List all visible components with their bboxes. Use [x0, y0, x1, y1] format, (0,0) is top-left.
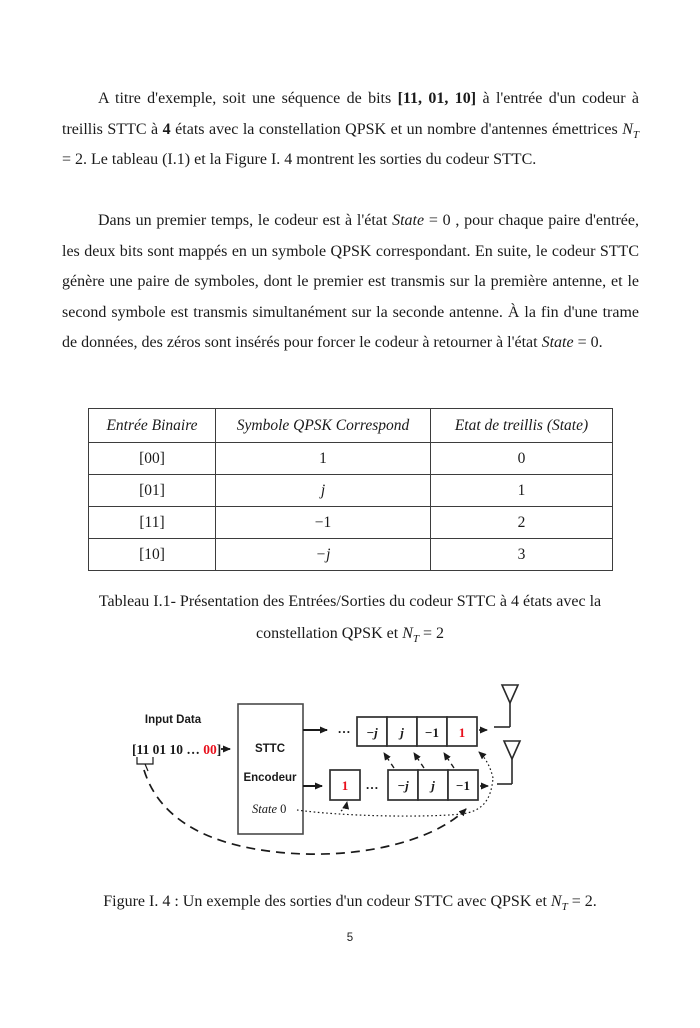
- bottom-cell-value: −j: [397, 778, 409, 793]
- cell-symbol: 1: [216, 443, 431, 475]
- input-sequence-prefix: [11 01 10 …: [132, 742, 204, 757]
- cell-input: [11]: [89, 507, 216, 539]
- state-feedback-arrow-top-cell: [479, 752, 493, 778]
- table-caption: [0, 586, 700, 650]
- p2-state-var-2: State: [541, 334, 574, 352]
- p1-nt-value: = 2: [62, 151, 84, 169]
- state-feedback-arrow-bottom-cell: [341, 802, 347, 811]
- page-number: 5: [346, 932, 354, 944]
- top-cell-value-red: 1: [458, 725, 466, 740]
- table-row: [89, 475, 613, 507]
- state-label: [252, 802, 286, 816]
- input-sequence: [132, 742, 221, 757]
- io-table: [88, 408, 613, 571]
- p1-run-4: . Le tableau (I.1) et la Figure I. 4 montrent les sorties du codeur STTC.: [83, 151, 537, 169]
- input-sequence-tail-bits: 00: [203, 742, 217, 757]
- paragraph-1: [62, 84, 639, 176]
- p1-states-count: 4: [162, 120, 171, 138]
- cell-symbol: j: [216, 475, 431, 507]
- pair-brace: [137, 757, 153, 771]
- p1-run-1: A titre d'exemple, soit une séquence de bits: [98, 90, 398, 107]
- cell-symbol: −j: [216, 539, 431, 571]
- bottom-ellipsis: …: [365, 777, 379, 792]
- table-row: [89, 507, 613, 539]
- figure-caption-nt: N: [550, 893, 562, 910]
- top-cell-value: j: [400, 725, 404, 740]
- cell-state: 2: [431, 507, 613, 539]
- figure-caption-eq: = 2.: [567, 893, 597, 910]
- bottom-cell-value: −1: [456, 778, 470, 793]
- p2-run-1: Dans un premier temps, le codeur est à l'état: [98, 212, 393, 229]
- table-row: [89, 539, 613, 571]
- p2-state-var-1: State: [392, 212, 425, 229]
- table-caption-eq: = 2: [418, 625, 445, 642]
- paragraph-2: [62, 206, 639, 359]
- col-header-etat-treillis: Etat de treillis (State): [431, 409, 613, 443]
- figure-caption-text: Figure I. 4 : Un exemple des sorties d'un codeur STTC avec QPSK et: [103, 893, 551, 910]
- encoder-label-line2: Encodeur: [243, 772, 297, 784]
- antenna1-icon: [494, 685, 518, 727]
- top-cell-value: −j: [366, 725, 378, 740]
- top-register: [357, 717, 477, 746]
- col-header-symbole-qpsk: Symbole QPSK Correspond: [216, 409, 431, 443]
- table-caption-line-1: Tableau I.1- Présentation des Entrées/Sorties du codeur STTC à 4 états avec la: [98, 593, 602, 610]
- col-header-entree-binaire: Entrée Binaire: [89, 409, 216, 443]
- top-ellipsis: …: [337, 721, 351, 736]
- encoder-label-line1: STTC: [254, 743, 286, 755]
- p2-run-2: , pour chaque paire d'entrée, les deux bits sont mappés en un symbole QPSK correspondant. En suite, le codeur STTC génère une paire de symboles, dont le premier est transmis sur la première antenne, et le second symbole est transmis simultanément sur la seconde antenne. À la fin d'une trame de données, des zéros sont insérés pour forcer le codeur à retourner à l'état: [62, 212, 639, 352]
- cell-symbol: −1: [216, 507, 431, 539]
- input-sequence-close: ]: [216, 742, 222, 757]
- top-cell-value: −1: [425, 725, 439, 740]
- shift-arrow: [414, 753, 424, 768]
- cell-input: [01]: [89, 475, 216, 507]
- cell-state: 1: [431, 475, 613, 507]
- figure-sttc-encoder-diagram: [0, 676, 700, 871]
- p1-nt-symbol: N: [622, 120, 633, 138]
- table-caption-line-2: [0, 618, 700, 650]
- state-value: 0: [277, 802, 287, 816]
- table-caption-line2-text: constellation QPSK et: [255, 625, 403, 642]
- p1-bits-sequence: [11, 01, 10]: [397, 90, 477, 107]
- table-header-row: [89, 409, 613, 443]
- state-word: State: [252, 802, 277, 816]
- input-data-label: Input Data: [144, 714, 202, 726]
- table-caption-nt-sub: T: [412, 633, 419, 646]
- table-1-wrapper: [88, 408, 613, 571]
- cell-input: [00]: [89, 443, 216, 475]
- cell-state: 3: [431, 539, 613, 571]
- p1-nt-subscript: T: [632, 128, 639, 141]
- bottom-cell-value: j: [431, 778, 435, 793]
- figure-caption-nt-sub: T: [561, 901, 568, 914]
- shift-arrow: [384, 753, 394, 768]
- cell-state: 0: [431, 443, 613, 475]
- p2-eq-1: = 0: [424, 212, 451, 229]
- p2-eq-2: = 0.: [573, 334, 603, 352]
- shift-arrow: [444, 753, 454, 768]
- p1-run-3: états avec la constellation QPSK et un nombre d'antennes émettrices: [170, 120, 623, 138]
- antenna2-icon: [497, 741, 520, 784]
- bottom-first-cell-value: 1: [341, 778, 349, 793]
- bottom-register: [388, 770, 478, 800]
- table-row: [89, 443, 613, 475]
- figure-caption: [0, 893, 700, 914]
- table-caption-nt: N: [402, 625, 413, 642]
- p1-run-2: à l'entrée d'un codeur à treillis STTC à: [62, 90, 639, 138]
- cell-input: [10]: [89, 539, 216, 571]
